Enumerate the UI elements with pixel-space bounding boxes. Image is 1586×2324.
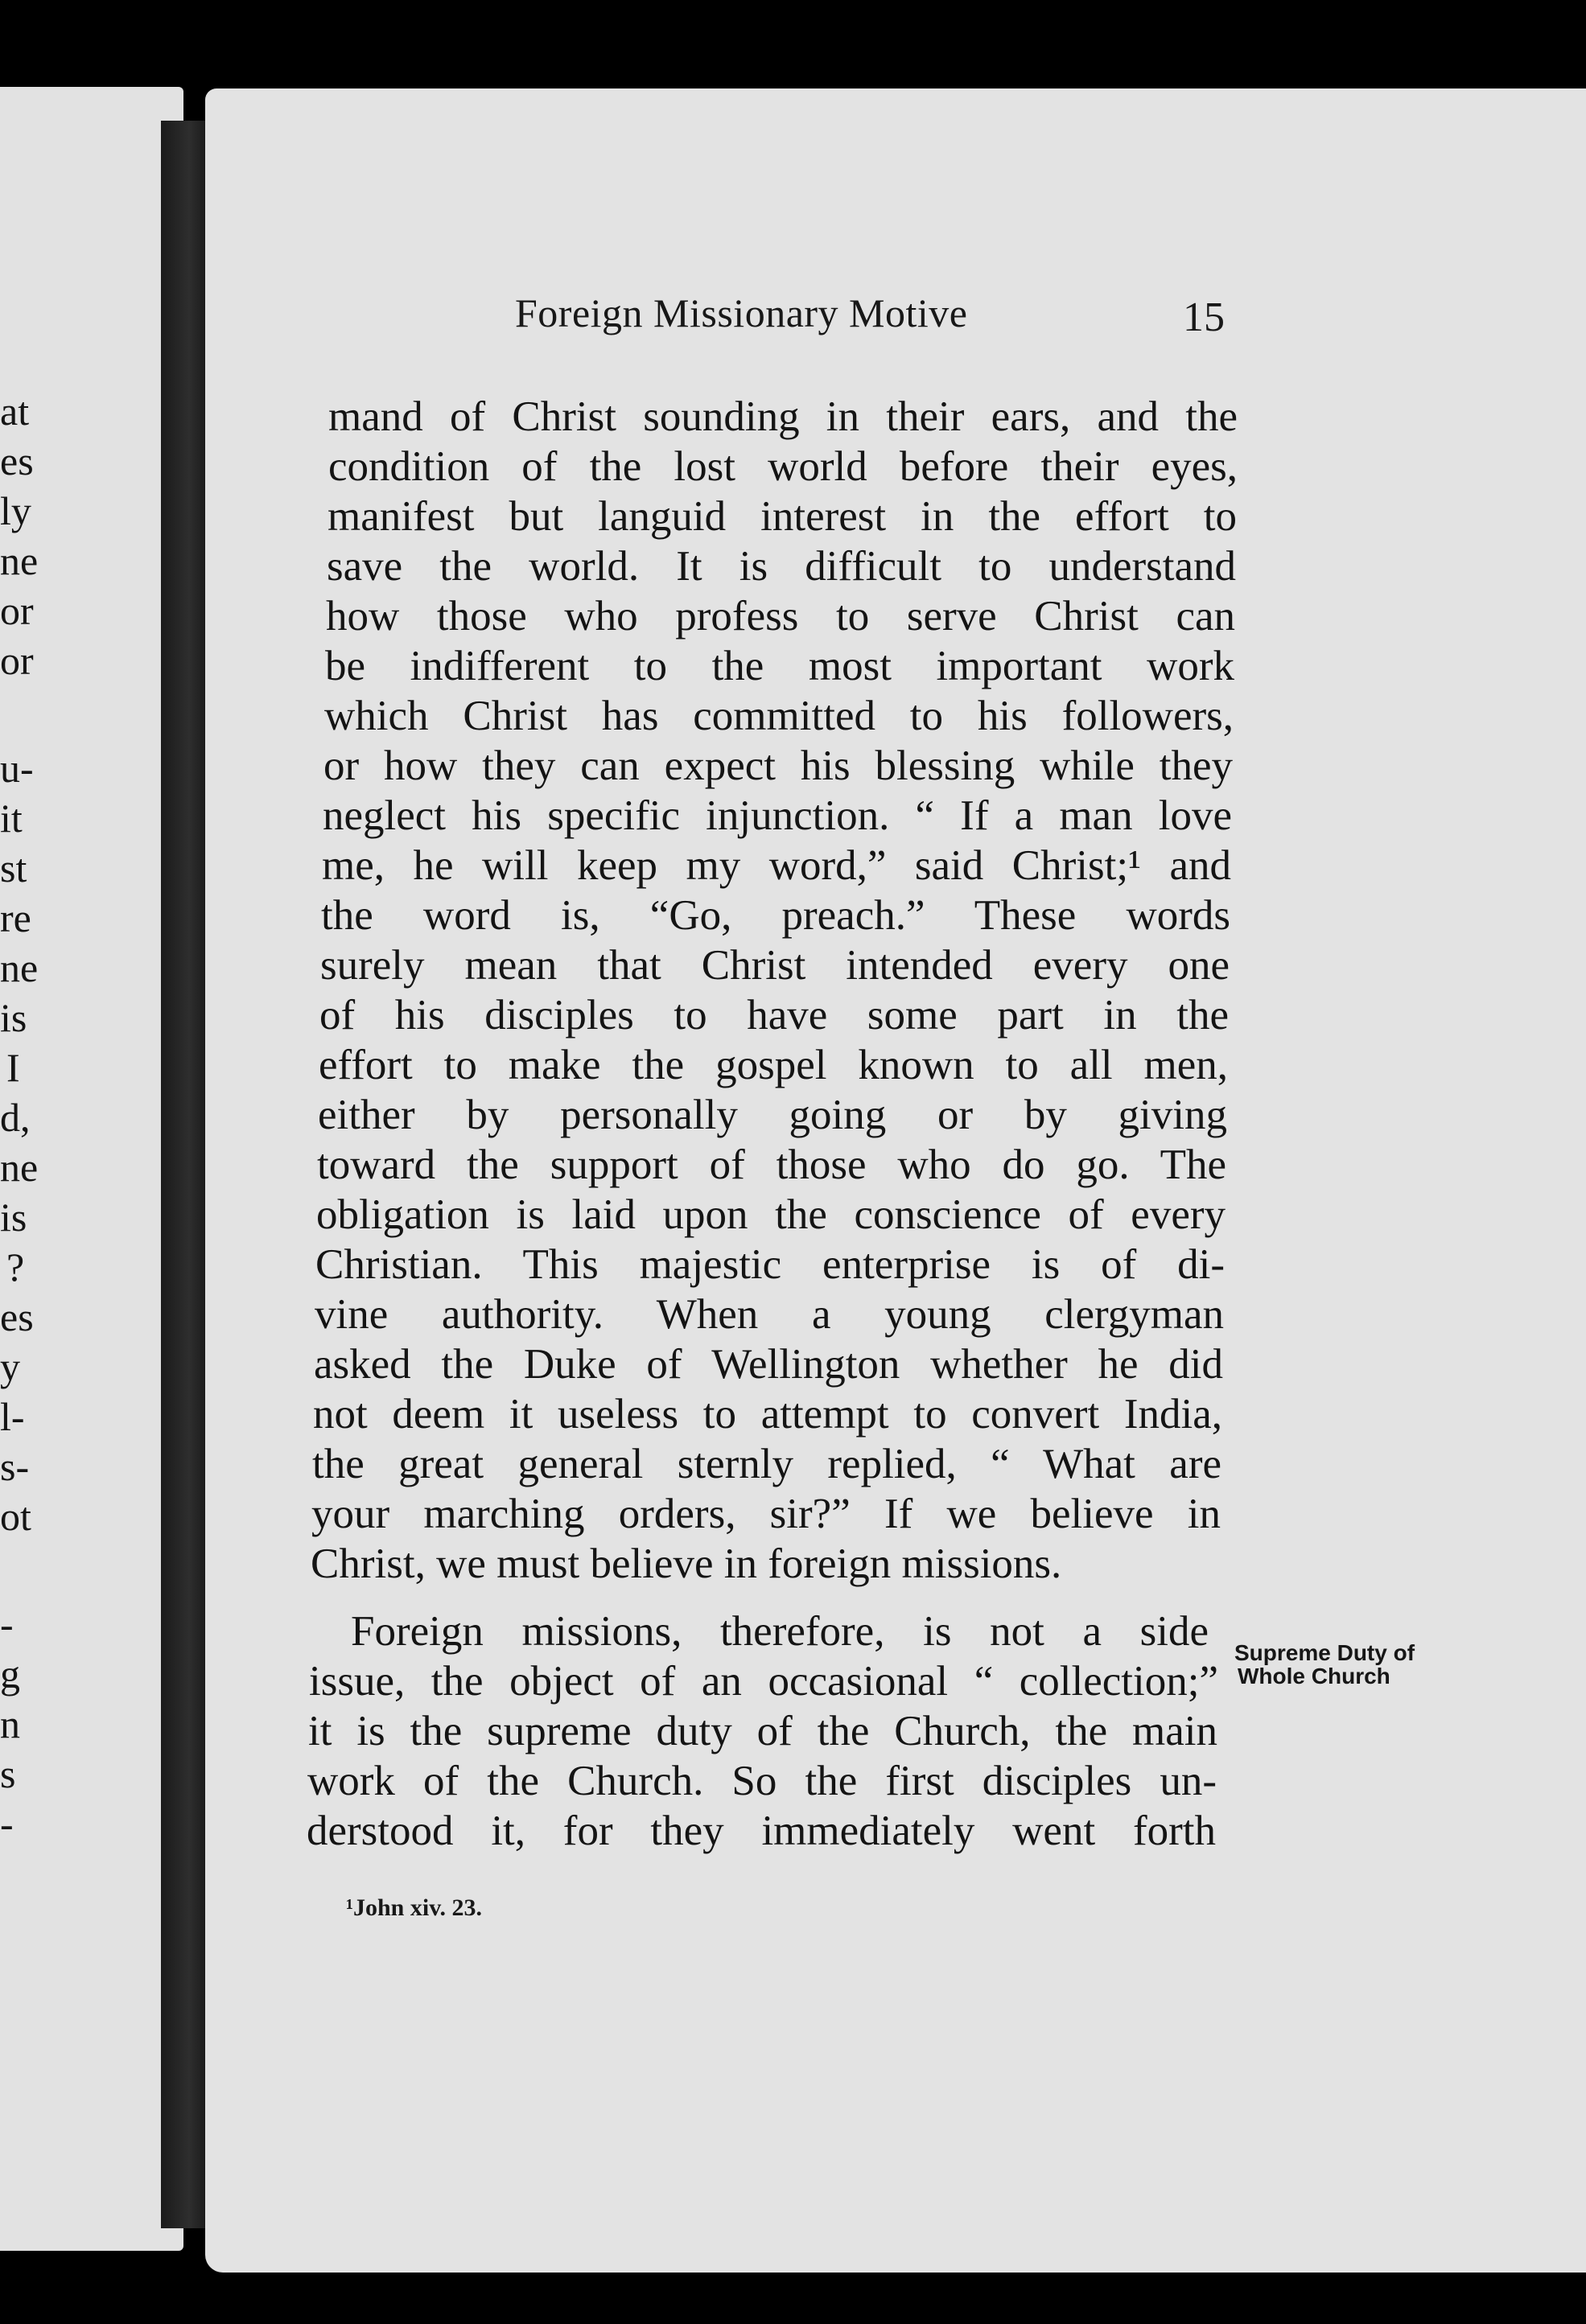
left-page — [0, 87, 183, 2251]
text-line: save the world. It is difficult to understand — [327, 543, 1236, 590]
text-line: Christian. This majestic enterprise is of di- — [315, 1241, 1225, 1288]
text-line: effort to make the gospel known to all men, — [319, 1042, 1228, 1088]
left-page-fragment: st — [0, 845, 27, 891]
page-number: 15 — [1183, 294, 1225, 340]
left-page-fragment: ne — [0, 1145, 39, 1190]
text-line: toward the support of those who do go. The — [317, 1141, 1226, 1188]
text-line: the great general sternly replied, “ What are — [312, 1441, 1221, 1487]
text-line: Christ, we must believe in foreign missions. — [311, 1540, 1062, 1587]
text-line: obligation is laid upon the conscience of every — [316, 1191, 1226, 1238]
left-page-fragment: s — [0, 1751, 16, 1796]
text-line: derstood it, for they immediately went forth — [307, 1808, 1216, 1854]
text-line: it is the supreme duty of the Church, the main — [308, 1708, 1217, 1754]
marginal-note-line: Supreme Duty of — [1234, 1640, 1415, 1665]
text-line: mand of Christ sounding in their ears, and the — [328, 393, 1238, 440]
marginal-note-line: Whole Church — [1238, 1664, 1390, 1689]
text-line: vine authority. When a young clergyman — [315, 1291, 1224, 1338]
left-page-fragment: l- — [0, 1394, 25, 1439]
left-page-fragment: ly — [0, 488, 31, 533]
text-line: how those who profess to serve Christ can — [326, 593, 1235, 640]
left-page-fragment: y — [0, 1344, 20, 1389]
text-line: me, he will keep my word,” said Christ;¹ and — [322, 842, 1231, 889]
left-page-fragment: es — [0, 1294, 34, 1339]
text-line: asked the Duke of Wellington whether he did — [314, 1341, 1223, 1388]
text-line: issue, the object of an occasional “ collection;” — [309, 1658, 1218, 1705]
left-page-fragment: u- — [0, 746, 34, 791]
left-page-fragment: ne — [0, 538, 39, 583]
text-line: not deem it useless to attempt to convert India, — [313, 1391, 1222, 1438]
left-page-fragment: n — [0, 1701, 20, 1746]
left-page-fragment: is — [0, 1195, 27, 1240]
left-page-fragment: ne — [0, 945, 39, 990]
left-page-fragment: it — [0, 796, 23, 841]
text-line: surely mean that Christ intended every one — [320, 942, 1230, 989]
text-line: manifest but languid interest in the effort to — [327, 493, 1237, 540]
left-page-fragment: d, — [0, 1095, 31, 1140]
left-page-fragment: or — [0, 638, 34, 683]
text-line: either by personally going or by giving — [318, 1092, 1227, 1138]
text-line: the word is, “Go, preach.” These words — [321, 892, 1230, 939]
text-line: neglect his specific injunction. “ If a man love — [323, 792, 1232, 839]
left-page-fragment: g — [0, 1651, 20, 1697]
left-page-fragment: ? — [6, 1244, 25, 1290]
left-page-fragment: - — [0, 1801, 14, 1846]
text-line: Foreign missions, therefore, is not a side — [351, 1608, 1209, 1655]
text-line: work of the Church. So the first disciples un- — [307, 1758, 1217, 1804]
left-page-fragment: I — [6, 1045, 20, 1090]
text-line: or how they can expect his blessing while they — [323, 742, 1233, 789]
left-page-fragment: re — [0, 895, 31, 940]
text-line: your marching orders, sir?” If we believe in — [311, 1491, 1221, 1537]
text-line: condition of the lost world before their eyes, — [328, 443, 1238, 490]
text-line: which Christ has committed to his followers, — [324, 693, 1234, 739]
left-page-fragment: es — [0, 438, 34, 483]
left-page-fragment: is — [0, 995, 27, 1040]
left-page-fragment: s- — [0, 1444, 30, 1489]
left-page-fragment: at — [0, 389, 30, 434]
marginal-note — [1234, 1641, 1415, 1688]
running-title: Foreign Missionary Motive — [515, 290, 968, 335]
text-line: be indifferent to the most important work — [325, 643, 1234, 689]
left-page-fragment: or — [0, 588, 34, 633]
footnote: ¹John xiv. 23. — [346, 1894, 483, 1921]
left-page-fragment: - — [0, 1602, 14, 1647]
left-page-fragment: ot — [0, 1494, 31, 1539]
text-line: of his disciples to have some part in the — [319, 992, 1229, 1039]
